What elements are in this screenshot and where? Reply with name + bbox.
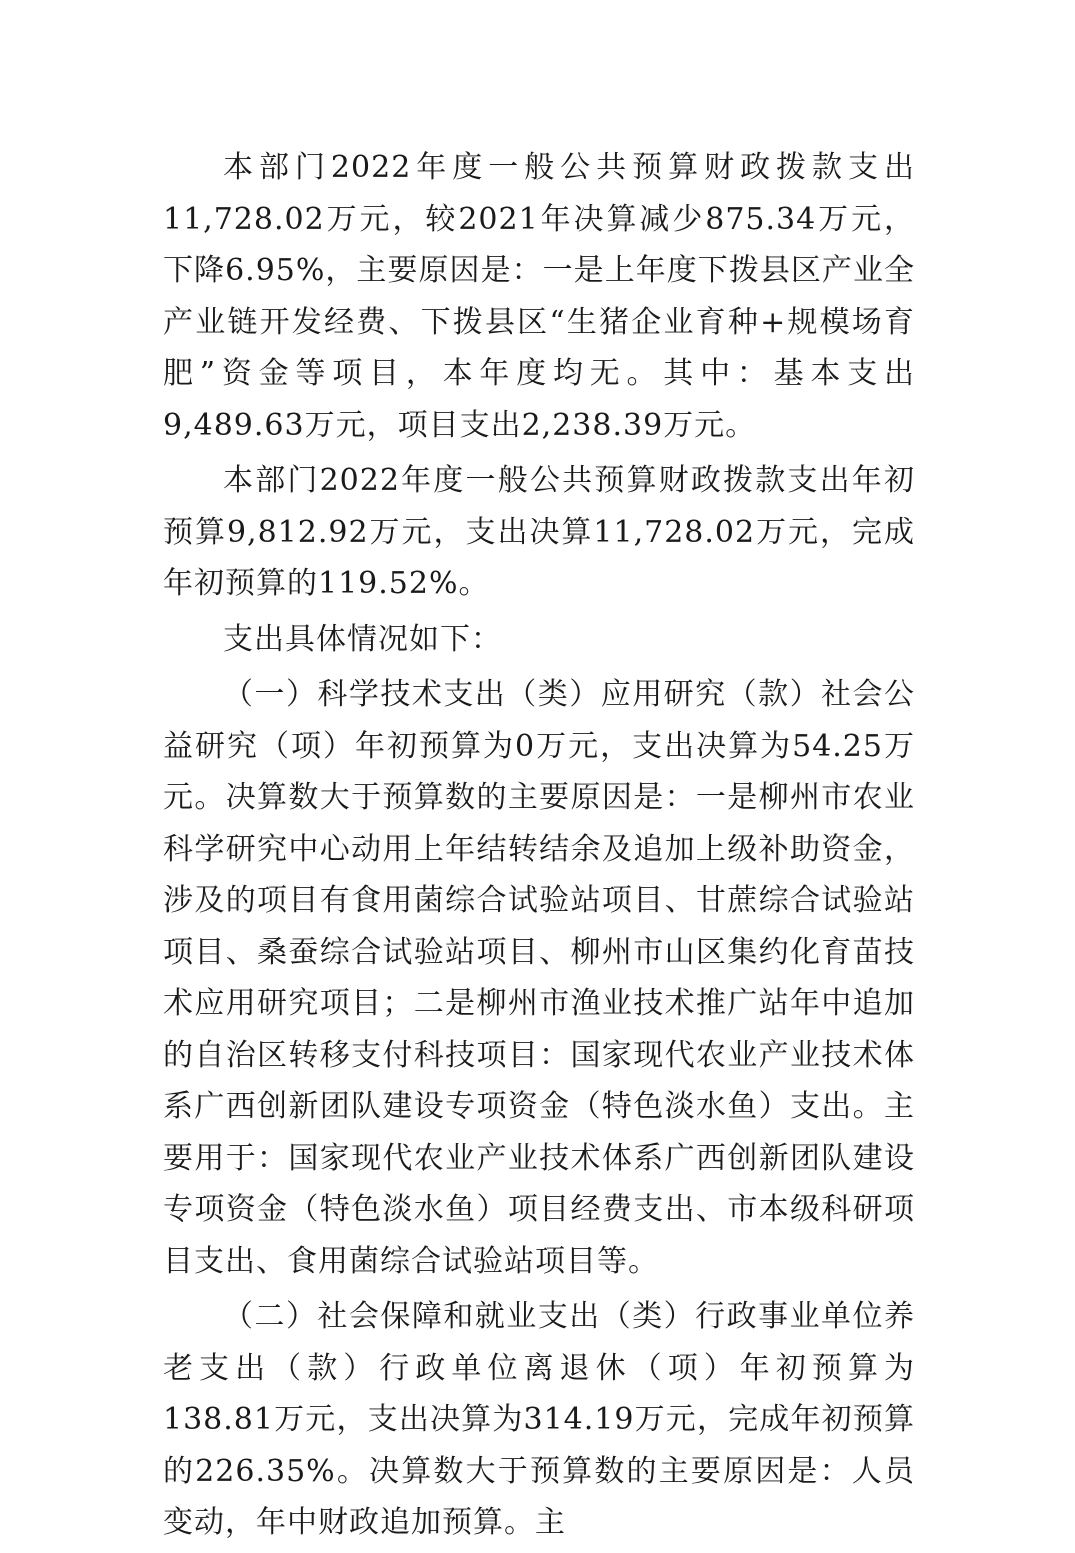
paragraph-social-security: （二）社会保障和就业支出（类）行政事业单位养老支出（款）行政单位离退休（项）年初预算为138.81万元，支出决算为314.19万元，完成年初预算的226.35%。决算数大于预算数的主要原因是：人员变动，年中财政追加预算。主 — [163, 1299, 915, 1540]
paragraph-budget-completion: 本部门2022年度一般公共预算财政拨款支出年初预算9,812.92万元，支出决算11,728.02万元，完成年初预算的119.52%。 — [163, 463, 915, 601]
document-page — [163, 142, 915, 1553]
paragraph-expenditure-intro: 支出具体情况如下： — [223, 621, 502, 657]
paragraph-science-tech: （一）科学技术支出（类）应用研究（款）社会公益研究（项）年初预算为0万元，支出决算为54.25万元。决算数大于预算数的主要原因是：一是柳州市农业科学研究中心动用上年结转结余及追加上级补助资金，涉及的项目有食用菌综合试验站项目、甘蔗综合试验站项目、桑蚕综合试验站项目、柳州市山区集约化育苗技术应用研究项目；二是柳州市渔业技术推广站年中追加的自治区转移支付科技项目：国家现代农业产业技术体系广西创新团队建设专项资金（特色淡水鱼）支出。主要用于：国家现代农业产业技术体系广西创新团队建设专项资金（特色淡水鱼）项目经费支出、市本级科研项目支出、食用菌综合试验站项目等。 — [163, 677, 915, 1279]
paragraph-budget-summary: 本部门2022年度一般公共预算财政拨款支出11,728.02万元，较2021年决算减少875.34万元，下降6.95%，主要原因是：一是上年度下拨县区产业全产业链开发经费、下拨县区“生猪企业育种+规模场育肥”资金等项目，本年度均无。其中：基本支出9,489.63万元，项目支出2,238.39万元。 — [163, 150, 915, 443]
